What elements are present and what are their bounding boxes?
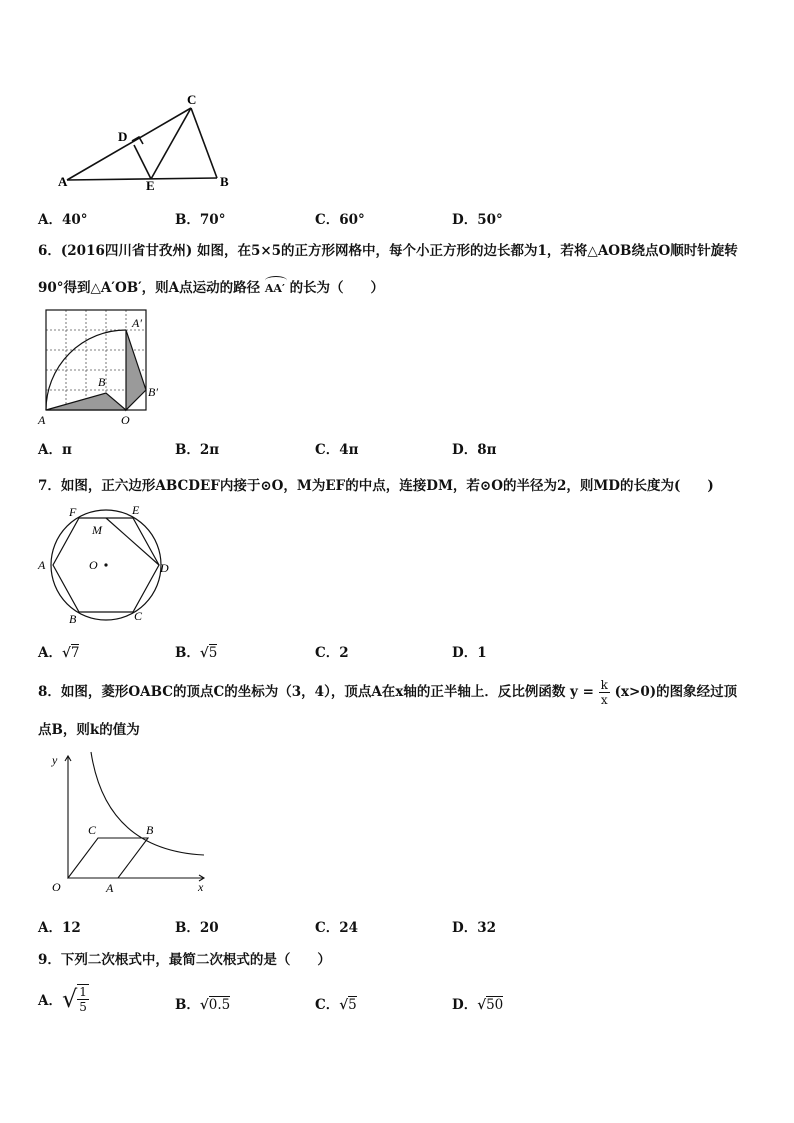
sqrt-icon: √ [61, 985, 78, 1013]
q7-label-d: D [160, 561, 169, 575]
q6-label-a-prime: A′ [132, 316, 142, 330]
q8-label-y: y [52, 753, 58, 767]
q7-option-c[interactable]: C．2 [315, 645, 349, 661]
q7-label-m: M [92, 523, 102, 537]
q5-option-a[interactable]: A．40° [38, 212, 88, 228]
q6-arc-notation: AA′ [265, 282, 285, 295]
q8-label-a: A [106, 881, 114, 895]
q9-option-b[interactable]: B．√0.5 [175, 997, 231, 1013]
q8-option-d[interactable]: D．32 [452, 920, 496, 936]
q6-label-b: B [98, 375, 106, 389]
q7-label-c: C [134, 609, 143, 623]
q8-fraction: $\frac{k}{x}$ [600, 678, 608, 707]
q5-label-a: A [58, 174, 68, 189]
q6-option-a[interactable]: A．π [38, 442, 72, 458]
q8-label-o: O [52, 880, 61, 894]
q8-stem-prefix: 8．如图，菱形OABC的顶点C的坐标为（3，4），顶点A在x轴的正半轴上．反比例函数 y = [38, 684, 594, 700]
q5-label-e: E [146, 178, 155, 193]
q7-option-a[interactable]: A．√7 [38, 645, 80, 661]
sqrt-icon: √5 [339, 997, 357, 1013]
q6-option-b[interactable]: B．2π [175, 442, 220, 458]
q7-label-e: E [132, 503, 140, 517]
q6-grid-figure [36, 305, 171, 430]
q5-option-d[interactable]: D．50° [452, 212, 503, 228]
q6-label-o: O [121, 413, 130, 427]
q6-stem-line2 [38, 276, 384, 296]
sqrt-icon: √5 [199, 645, 218, 661]
q8-option-a[interactable]: A．12 [38, 920, 81, 936]
q6-label-b-prime: B′ [148, 385, 158, 399]
q7-option-b[interactable]: B．√5 [175, 645, 218, 661]
sqrt-icon: √7 [61, 645, 80, 661]
q8-stem-line2: 点B，则k的值为 [38, 722, 140, 738]
q8-option-c[interactable]: C．24 [315, 920, 359, 936]
q7-hexagon-figure [36, 502, 176, 627]
q6-stem-suffix: 的长为（ ） [289, 280, 385, 296]
q5-label-b: B [220, 174, 229, 189]
q7-label-o: O [89, 558, 98, 572]
q7-option-d[interactable]: D．1 [452, 645, 487, 661]
q8-label-b: B [146, 823, 154, 837]
q5-option-b[interactable]: B．70° [175, 212, 226, 228]
q8-label-c: C [88, 823, 97, 837]
q6-option-d[interactable]: D．8π [452, 442, 497, 458]
sqrt-icon: √50 [477, 997, 504, 1013]
q7-stem: 7．如图，正六边形ABCDEF内接于⊙O，M为EF的中点，连接DM，若⊙O的半径为2，则MD的长度为( ) [38, 478, 714, 494]
q7-label-f: F [69, 505, 77, 519]
q9-option-a[interactable]: A．√ $\frac{1}{5}$ [38, 985, 87, 1014]
q9-option-c[interactable]: C．√5 [315, 997, 357, 1013]
q6-option-c[interactable]: C．4π [315, 442, 359, 458]
q5-label-c: C [187, 92, 197, 107]
sqrt-icon: √0.5 [199, 997, 231, 1013]
q8-stem-suffix: (x>0)的图象经过顶 [614, 684, 738, 700]
q6-label-a: A [38, 413, 46, 427]
q6-stem-prefix: 90°得到△A′OB′，则A点运动的路径 [38, 280, 261, 296]
q8-label-x: x [198, 880, 204, 894]
q8-coordinate-figure [44, 750, 219, 898]
q9-stem: 9．下列二次根式中，最简二次根式的是（ ） [38, 952, 331, 968]
q5-label-d: D [118, 129, 128, 144]
q7-label-b: B [69, 612, 77, 626]
q6-stem-line1: 6．(2016四川省甘孜州) 如图，在5×5的正方形网格中，每个小正方形的边长都为1，若将△AOB绕点O顺时针旋转 [38, 243, 738, 259]
q5-option-c[interactable]: C．60° [315, 212, 365, 228]
q8-option-b[interactable]: B．20 [175, 920, 219, 936]
q9-option-d[interactable]: D．√50 [452, 997, 504, 1013]
q5-triangle-figure [55, 88, 240, 193]
q7-label-a: A [38, 558, 46, 572]
q8-stem-line1 [38, 678, 737, 707]
